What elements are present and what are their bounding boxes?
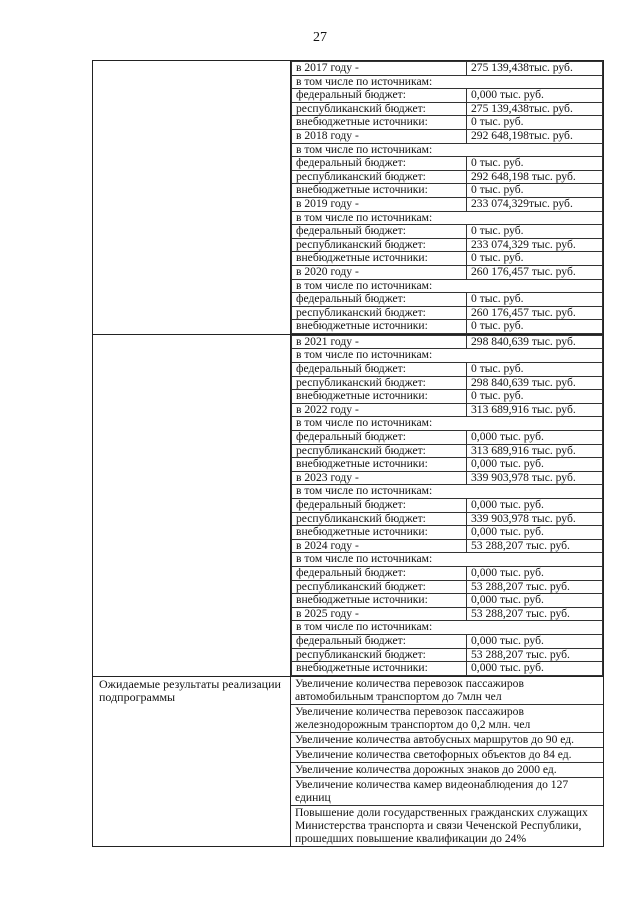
funding-row	[292, 403, 603, 417]
funding-table-2017-2020	[291, 61, 603, 334]
funding-amount: 0 тыс. руб.	[467, 157, 603, 171]
funding-amount: 0,000 тыс. руб.	[467, 662, 603, 676]
funding-label: внебюджетные источники:	[292, 252, 467, 266]
funding-amount: 53 288,207 тыс. руб.	[467, 580, 603, 594]
funding-row	[292, 306, 603, 320]
sources-subheader: в том числе по источникам:	[292, 75, 603, 89]
funding-row	[292, 129, 603, 143]
funding-row	[292, 621, 603, 635]
funding-label: федеральный бюджет:	[292, 634, 467, 648]
funding-row	[292, 499, 603, 513]
result-item: Повышение доли государственных гражданских служащих Министерства транспорта и связи Чеченской Республики, прошедших повышение квалификации до 24%	[295, 805, 588, 845]
funding-amount: 0,000 тыс. руб.	[467, 566, 603, 580]
funding-row	[292, 75, 603, 89]
funding-amount: 0,000 тыс. руб.	[467, 499, 603, 513]
funding-row	[292, 431, 603, 445]
funding-row	[292, 252, 603, 266]
funding-row	[292, 143, 603, 157]
results-label: Ожидаемые результаты реализации подпрограммы	[99, 676, 281, 704]
funding-amount: 260 176,457 тыс. руб.	[467, 306, 603, 320]
funding-label: республиканский бюджет:	[292, 170, 467, 184]
sources-subheader: в том числе по источникам:	[292, 621, 603, 635]
funding-block-1	[291, 61, 604, 335]
funding-label: в 2021 году -	[292, 335, 467, 349]
funding-row	[292, 184, 603, 198]
funding-label: республиканский бюджет:	[292, 648, 467, 662]
funding-row	[292, 553, 603, 567]
funding-amount: 292 648,198 тыс. руб.	[467, 170, 603, 184]
funding-row	[292, 238, 603, 252]
funding-amount: 260 176,457 тыс. руб.	[467, 265, 603, 279]
funding-label: в 2020 году -	[292, 265, 467, 279]
funding-label: внебюджетные источники:	[292, 116, 467, 130]
funding-amount: 0,000 тыс. руб.	[467, 458, 603, 472]
funding-row	[292, 293, 603, 307]
funding-amount: 0 тыс. руб.	[467, 390, 603, 404]
funding-amount: 298 840,639 тыс. руб.	[467, 335, 603, 349]
funding-label: федеральный бюджет:	[292, 363, 467, 377]
funding-amount: 53 288,207 тыс. руб.	[467, 607, 603, 621]
funding-row	[292, 580, 603, 594]
funding-row	[292, 390, 603, 404]
funding-label: федеральный бюджет:	[292, 431, 467, 445]
funding-row	[292, 594, 603, 608]
funding-row	[292, 417, 603, 431]
funding-label: внебюджетные источники:	[292, 390, 467, 404]
funding-label: внебюджетные источники:	[292, 662, 467, 676]
funding-row	[292, 566, 603, 580]
funding-amount: 0 тыс. руб.	[467, 320, 603, 334]
result-item: Увеличение количества дорожных знаков до 2000 ед.	[291, 763, 603, 778]
funding-label: в 2025 году -	[292, 607, 467, 621]
funding-row	[292, 444, 603, 458]
left-cell-block2	[93, 334, 291, 676]
funding-label: федеральный бюджет:	[292, 157, 467, 171]
funding-label: внебюджетные источники:	[292, 320, 467, 334]
funding-amount: 275 139,438тыс. руб.	[467, 102, 603, 116]
funding-amount: 53 288,207 тыс. руб.	[467, 539, 603, 553]
sources-subheader: в том числе по источникам:	[292, 349, 603, 363]
funding-row	[292, 320, 603, 334]
funding-row	[292, 265, 603, 279]
funding-row	[292, 648, 603, 662]
funding-amount: 0,000 тыс. руб.	[467, 594, 603, 608]
funding-amount: 0 тыс. руб.	[467, 363, 603, 377]
funding-row	[292, 170, 603, 184]
sources-subheader: в том числе по источникам:	[292, 417, 603, 431]
funding-amount: 0 тыс. руб.	[467, 116, 603, 130]
sources-subheader: в том числе по источникам:	[292, 485, 603, 499]
funding-row	[292, 458, 603, 472]
funding-amount: 339 903,978 тыс. руб.	[467, 512, 603, 526]
funding-label: республиканский бюджет:	[292, 512, 467, 526]
funding-row	[292, 539, 603, 553]
funding-row	[292, 157, 603, 171]
result-item: Увеличение количества автобусных маршрутов до 90 ед.	[291, 733, 603, 748]
result-item: Увеличение количества камер видеонаблюдения до 127 единиц	[291, 778, 603, 806]
funding-block-2	[291, 334, 604, 676]
results-list	[291, 676, 604, 846]
funding-row	[292, 485, 603, 499]
results-label-cell	[93, 676, 291, 846]
funding-row	[292, 526, 603, 540]
funding-row	[292, 89, 603, 103]
result-item: Увеличение количества светофорных объектов до 84 ед.	[291, 748, 603, 763]
sources-subheader: в том числе по источникам:	[292, 279, 603, 293]
sources-subheader: в том числе по источникам:	[292, 211, 603, 225]
sources-subheader: в том числе по источникам:	[292, 553, 603, 567]
funding-row	[292, 607, 603, 621]
funding-label: внебюджетные источники:	[292, 526, 467, 540]
result-item: Увеличение количества перевозок пассажиров железнодорожным транспортом до 0,2 млн. чел	[291, 705, 603, 733]
funding-label: республиканский бюджет:	[292, 444, 467, 458]
funding-row	[292, 662, 603, 676]
funding-amount: 0,000 тыс. руб.	[467, 89, 603, 103]
page-number: 27	[313, 30, 327, 45]
funding-label: федеральный бюджет:	[292, 499, 467, 513]
funding-amount: 53 288,207 тыс. руб.	[467, 648, 603, 662]
result-item: Увеличение количества перевозок пассажиров автомобильным транспортом до 7млн чел	[291, 677, 603, 705]
funding-amount: 292 648,198тыс. руб.	[467, 129, 603, 143]
funding-label: республиканский бюджет:	[292, 376, 467, 390]
funding-amount: 0,000 тыс. руб.	[467, 431, 603, 445]
funding-row	[292, 116, 603, 130]
funding-label: федеральный бюджет:	[292, 89, 467, 103]
funding-amount: 0 тыс. руб.	[467, 225, 603, 239]
funding-table-2021-2025	[291, 335, 603, 676]
funding-amount: 313 689,916 тыс. руб.	[467, 403, 603, 417]
funding-label: в 2019 году -	[292, 197, 467, 211]
funding-row	[292, 211, 603, 225]
sources-subheader: в том числе по источникам:	[292, 143, 603, 157]
funding-amount: 0,000 тыс. руб.	[467, 526, 603, 540]
funding-label: внебюджетные источники:	[292, 458, 467, 472]
funding-amount: 0 тыс. руб.	[467, 293, 603, 307]
funding-label: в 2022 году -	[292, 403, 467, 417]
funding-label: в 2024 году -	[292, 539, 467, 553]
funding-label: республиканский бюджет:	[292, 102, 467, 116]
funding-label: внебюджетные источники:	[292, 184, 467, 198]
funding-row	[292, 376, 603, 390]
funding-label: федеральный бюджет:	[292, 225, 467, 239]
funding-label: республиканский бюджет:	[292, 580, 467, 594]
passport-table	[92, 60, 604, 847]
funding-amount: 0 тыс. руб.	[467, 252, 603, 266]
funding-row	[292, 512, 603, 526]
funding-label: в 2018 году -	[292, 129, 467, 143]
funding-row	[292, 62, 603, 76]
funding-amount: 339 903,978 тыс. руб.	[467, 471, 603, 485]
funding-row	[292, 471, 603, 485]
funding-row	[292, 197, 603, 211]
funding-label: республиканский бюджет:	[292, 238, 467, 252]
funding-row	[292, 102, 603, 116]
funding-label: внебюджетные источники:	[292, 594, 467, 608]
funding-row	[292, 634, 603, 648]
funding-amount: 0,000 тыс. руб.	[467, 634, 603, 648]
funding-label: федеральный бюджет:	[292, 293, 467, 307]
funding-amount: 313 689,916 тыс. руб.	[467, 444, 603, 458]
funding-label: республиканский бюджет:	[292, 306, 467, 320]
funding-amount: 298 840,639 тыс. руб.	[467, 376, 603, 390]
funding-label: в 2023 году -	[292, 471, 467, 485]
funding-label: в 2017 году -	[292, 62, 467, 76]
funding-row	[292, 279, 603, 293]
left-cell-block1	[93, 61, 291, 335]
funding-row	[292, 363, 603, 377]
funding-row	[292, 225, 603, 239]
funding-row	[292, 349, 603, 363]
funding-amount: 233 074,329 тыс. руб.	[467, 238, 603, 252]
funding-amount: 0 тыс. руб.	[467, 184, 603, 198]
funding-amount: 233 074,329тыс. руб.	[467, 197, 603, 211]
funding-row	[292, 335, 603, 349]
funding-amount: 275 139,438тыс. руб.	[467, 62, 603, 76]
funding-label: федеральный бюджет:	[292, 566, 467, 580]
